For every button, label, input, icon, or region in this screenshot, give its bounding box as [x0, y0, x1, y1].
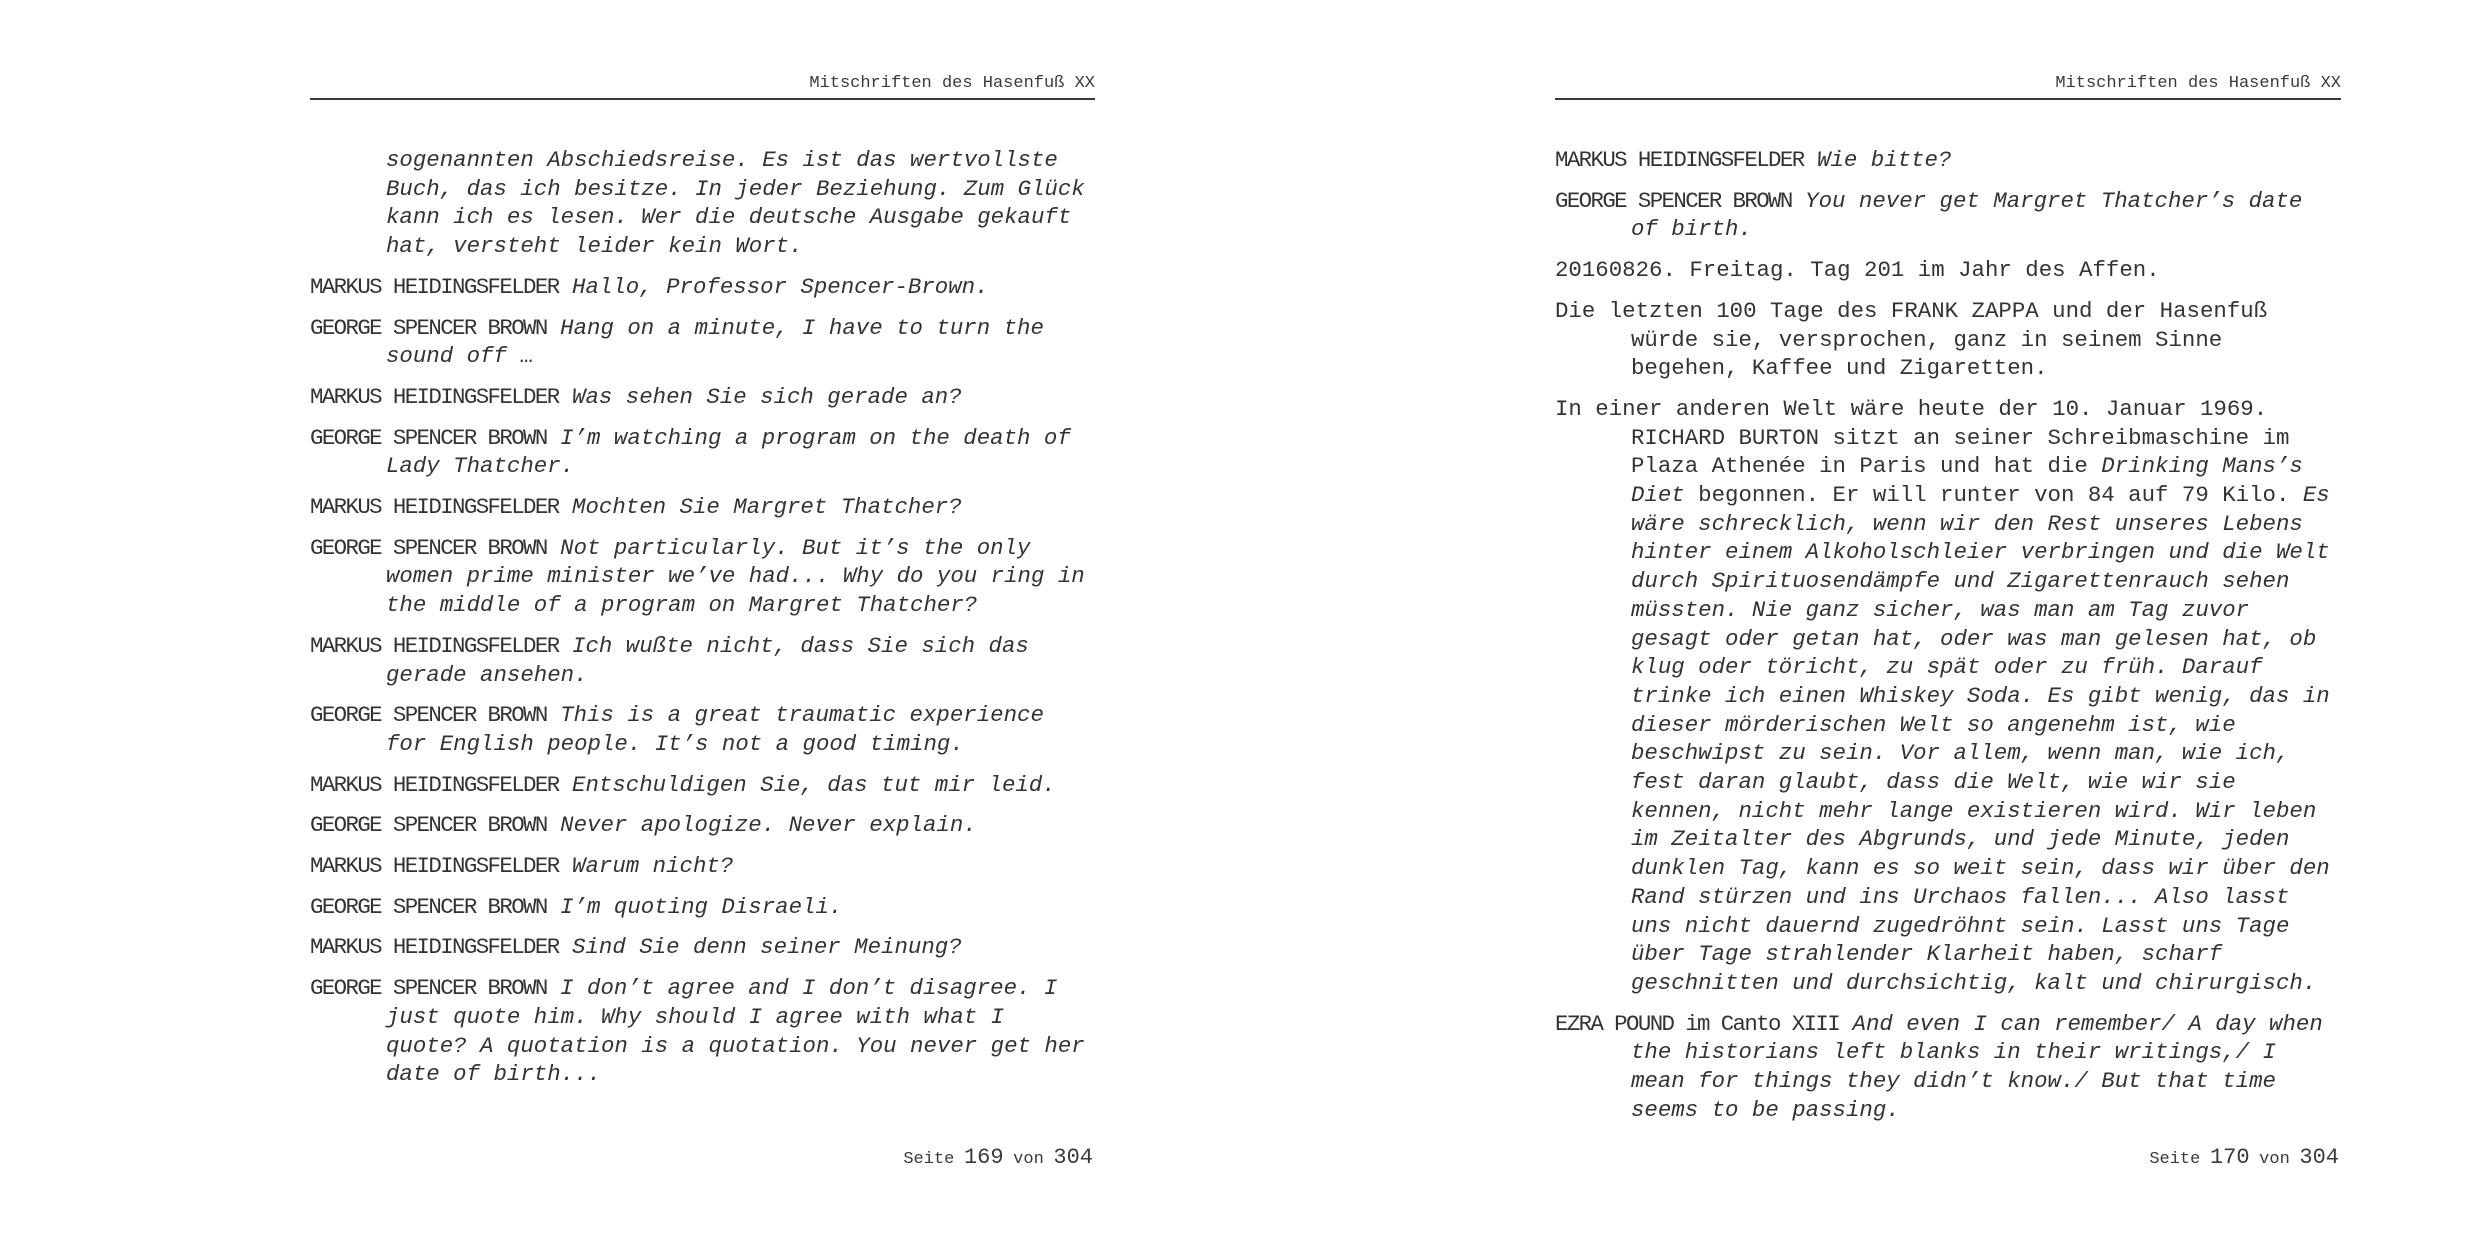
dialogue-line [310, 273, 1095, 302]
header-title: Mitschriften des Hasenfuß XX [809, 74, 1095, 93]
speech-text: Hang on a minute, I have to turn the sound off … [386, 314, 1044, 370]
page-total: 304 [2299, 1145, 2339, 1170]
speech-text: This is a great traumatic experience for English people. It’s not a good timing. [386, 702, 1044, 757]
dialogue-line [310, 933, 1095, 962]
dialogue-line [310, 534, 1095, 620]
page-body [310, 146, 1095, 1101]
dialogue-line [310, 493, 1095, 522]
right-page [1555, 0, 2341, 1240]
body-paragraph [1555, 395, 2341, 998]
page-footer [903, 1145, 1093, 1170]
footer-seite-label: Seite [903, 1150, 955, 1169]
running-header [310, 72, 1095, 100]
left-page [310, 0, 1095, 1240]
speech-text: Ich wußte nicht, dass Sie sich das gerade ansehen. [386, 632, 1029, 688]
speech-text: I’m quoting Disraeli. [560, 893, 843, 920]
page-number: 169 [963, 1145, 1004, 1170]
footer-von-label: von [1013, 1150, 1044, 1169]
speaker-name: MARKUS HEIDINGSFELDER [310, 632, 559, 659]
speech-text: Sind Sie denn seiner Meinung? [572, 934, 962, 961]
speaker-name: EZRA POUND im Canto XIII [1555, 1010, 1840, 1037]
speech-text: Hallo, Professor Spencer-Brown. [572, 273, 989, 300]
speaker-name: MARKUS HEIDINGSFELDER [1555, 147, 1804, 173]
speaker-name: GEORGE SPENCER BROWN [310, 812, 547, 839]
dialogue-line [310, 771, 1095, 800]
continued-paragraph: sogenannten Abschiedsreise. Es ist das wertvollste Buch, das ich besitze. In jeder Beziehung. Zum Glück kann ich es lesen. Wer die deutsche Ausgabe gekauft hat, versteht leider kein Wort. [386, 147, 1085, 260]
speaker-name: MARKUS HEIDINGSFELDER [310, 771, 559, 798]
dialogue-line [310, 974, 1095, 1089]
speech-text: Warum nicht? [572, 853, 734, 880]
speaker-name: GEORGE SPENCER BROWN [310, 424, 547, 451]
speech-text: And even I can remember/ A day when the historians left blanks in their writings,/ I mean for things they didn’t know./ But that time seems to be passing. [1631, 1010, 2323, 1123]
dialogue-line [310, 632, 1095, 689]
dialogue-line [310, 811, 1095, 840]
speaker-name: GEORGE SPENCER BROWN [310, 702, 547, 729]
dialogue-line [1555, 187, 2341, 244]
page-total: 304 [1053, 1145, 1093, 1170]
footer-seite-label: Seite [2149, 1150, 2201, 1169]
speaker-name: MARKUS HEIDINGSFELDER [310, 273, 559, 300]
dialogue-line [310, 893, 1095, 922]
page-number: 170 [2209, 1145, 2250, 1170]
dialogue-line [1555, 146, 2341, 175]
speech-text: I’m watching a program on the death of Lady Thatcher. [386, 424, 1071, 480]
speaker-name: GEORGE SPENCER BROWN [310, 975, 547, 1002]
book-title: Drinking Mans’s Diet [1631, 453, 2303, 509]
quote-line [1555, 1010, 2341, 1125]
speaker-name: GEORGE SPENCER BROWN [310, 314, 547, 341]
text-segment: begonnen. Er will runter von 84 auf 79 Kilo. [1684, 482, 2303, 509]
quote-text: Es wäre schrecklich, wenn wir den Rest unseres Lebens hinter einem Alkoholschleier verbringen und die Welt durch Spirituosendämpfe und Zigarettenrauch sehen müssten. Nie ganz sicher, was man am Tag zuvor gesagt oder getan hat, oder was man gelesen hat, ob klug oder töricht, zu spät oder zu früh. Darauf trinke ich einen Whiskey Soda. Es gibt wenig, das in dieser mörderischen Welt so angenehm ist, wie beschwipst zu sein. Vor allem, wenn man, wie ich, fest daran glaubt, dass die Welt, wie wir sie kennen, nicht mehr lange existieren wird. Wir leben im Zeitalter des Abgrunds, und jede Minute, jeden dunklen Tag, kann es so weit sein, dass wir über den Rand stürzen und ins Urchaos fallen... Also lasst uns nicht dauernd zugedröhnt sein. Lasst uns Tage über Tage strahlender Klarheit haben, scharf geschnitten und durchsichtig, kalt und chirurgisch. [1631, 482, 2330, 996]
speech-text: Wie bitte? [1817, 147, 1952, 173]
speaker-name: GEORGE SPENCER BROWN [310, 534, 547, 561]
dialogue-line [310, 314, 1095, 371]
dialogue-line [310, 701, 1095, 758]
speaker-name: MARKUS HEIDINGSFELDER [310, 494, 559, 521]
body-paragraph: Die letzten 100 Tage des FRANK ZAPPA und der Hasenfuß würde sie, versprochen, ganz in seinem Sinne begehen, Kaffee und Zigaretten. [1555, 297, 2268, 382]
dialogue-line [310, 424, 1095, 481]
speaker-name: MARKUS HEIDINGSFELDER [310, 383, 559, 410]
header-title: Mitschriften des Hasenfuß XX [2055, 74, 2341, 93]
dialogue-line [310, 852, 1095, 881]
footer-von-label: von [2259, 1150, 2290, 1169]
speech-text: Mochten Sie Margret Thatcher? [572, 494, 962, 521]
running-header [1555, 72, 2341, 100]
speech-text: Entschuldigen Sie, das tut mir leid. [572, 771, 1056, 798]
speech-text: I don’t agree and I don’t disagree. I just quote him. Why should I agree with what I quote? A quotation is a quotation. You never get her date of birth... [386, 975, 1085, 1088]
text-segment: In einer anderen Welt wäre heute der 10. Januar 1969. RICHARD BURTON sitzt an seiner Schreibmaschine im Plaza Athenée in Paris und hat die [1555, 395, 2290, 480]
speech-text: Was sehen Sie sich gerade an? [572, 383, 962, 410]
speaker-name: GEORGE SPENCER BROWN [310, 893, 547, 920]
speech-text: Not particularly. But it’s the only women prime minister we’ve had... Why do you ring in the middle of a program on Margret Thatcher? [386, 534, 1085, 619]
speaker-name: GEORGE SPENCER BROWN [1555, 187, 1792, 214]
page-footer [2149, 1145, 2339, 1170]
dialogue-line [310, 383, 1095, 412]
speaker-name: MARKUS HEIDINGSFELDER [310, 934, 559, 961]
date-entry: 20160826. Freitag. Tag 201 im Jahr des Affen. [1555, 257, 2160, 284]
speaker-name: MARKUS HEIDINGSFELDER [310, 853, 559, 880]
speech-text: Never apologize. Never explain. [560, 812, 977, 839]
page-body [1555, 146, 2341, 1137]
speech-text: You never get Margret Thatcher’s date of birth. [1631, 187, 2303, 243]
